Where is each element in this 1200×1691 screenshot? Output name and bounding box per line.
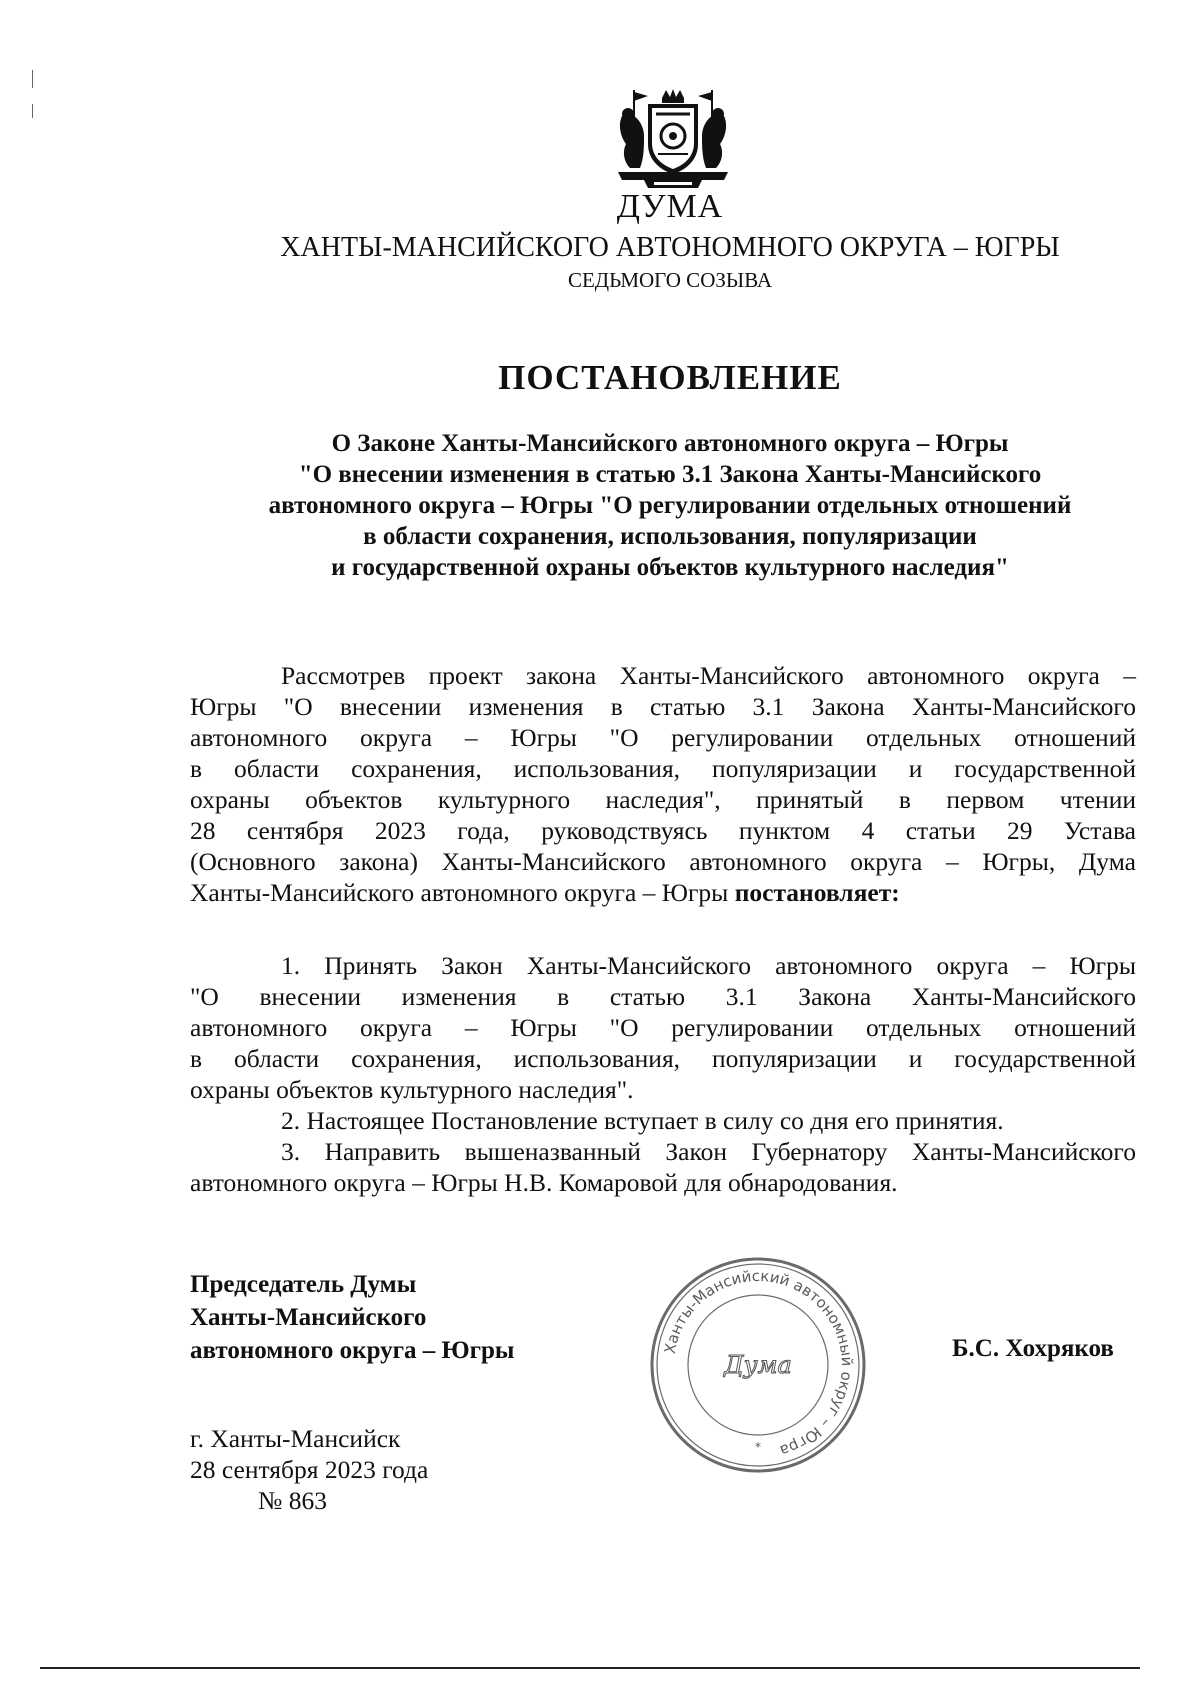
seal-center-text: Дума <box>724 1351 792 1379</box>
subject-line: автономного округа – Югры "О регулировании отдельных отношений <box>268 492 1072 519</box>
text-line: (Основного закона) Ханты-Мансийского автономного округа – Югры, Дума <box>190 847 1136 876</box>
scan-bottom-rule <box>40 1667 1140 1669</box>
document-number: № 863 <box>258 1486 327 1515</box>
item-1-line: 1. Принять Закон Ханты-Мансийского автономного округа – Югры <box>281 951 1136 980</box>
seal-ring-text: Ханты-Мансийский автономный округ – Югра <box>660 1266 857 1460</box>
scan-margin-mark <box>32 70 33 88</box>
item-1-line: автономного округа – Югры "О регулировании отдельных отношений <box>190 1013 1136 1042</box>
position-line: Ханты-Мансийского <box>190 1304 427 1331</box>
text-line: 28 сентября 2023 года, руководствуясь пунктом 4 статьи 29 Устава <box>190 816 1136 845</box>
text-line: Рассмотрев проект закона Ханты-Мансийского автономного округа – <box>281 661 1136 690</box>
text-fragment: Ханты-Мансийского автономного округа – Югры <box>190 878 729 907</box>
document-subject <box>0 428 1200 583</box>
text-line: автономного округа – Югры "О регулировании отдельных отношений <box>190 723 1136 752</box>
coat-of-arms-icon <box>614 88 732 194</box>
subject-line: в области сохранения, использования, популяризации <box>363 523 977 550</box>
seal-star: * <box>755 1440 761 1454</box>
item-2: 2. Настоящее Постановление вступает в силу со дня его принятия. <box>281 1106 1004 1135</box>
item-3-line: 3. Направить вышеназванный Закон Губернатору Ханты-Мансийского <box>281 1137 1136 1166</box>
document-title: ПОСТАНОВЛЕНИЕ <box>498 358 842 397</box>
decree-word: постановляет: <box>734 878 900 907</box>
official-seal <box>648 1255 868 1475</box>
subject-line: О Законе Ханты-Мансийского автономного округа – Югры <box>331 430 1009 457</box>
item-1-line: в области сохранения, использования, популяризации и государственной <box>190 1044 1136 1073</box>
item-1-line: охраны объектов культурного наследия". <box>190 1075 634 1104</box>
issue-date: 28 сентября 2023 года <box>190 1455 429 1484</box>
signatory-name: Б.С. Хохряков <box>952 1335 1114 1362</box>
decision-items <box>190 950 1136 1198</box>
preamble-paragraph <box>190 660 1136 908</box>
subject-line: "О внесении изменения в статью 3.1 Закона Ханты-Мансийского <box>298 461 1042 488</box>
scan-margin-mark <box>32 104 33 118</box>
item-3-line: автономного округа – Югры Н.В. Комаровой для обнародования. <box>190 1168 898 1197</box>
subject-line: и государственной охраны объектов культурного наследия" <box>331 554 1009 581</box>
text-line: в области сохранения, использования, популяризации и государственной <box>190 754 1136 783</box>
text-line <box>190 877 1136 908</box>
text-line: охраны объектов культурного наследия", принятый в первом чтении <box>190 785 1136 814</box>
text-line: Югры "О внесении изменения в статью 3.1 Закона Ханты-Мансийского <box>190 692 1136 721</box>
header-okrug: ХАНТЫ-МАНСИЙСКОГО АВТОНОМНОГО ОКРУГА – ЮГРЫ <box>280 232 1060 263</box>
position-line: автономного округа – Югры <box>190 1337 515 1364</box>
signatory-position <box>190 1268 514 1367</box>
issue-city: г. Ханты-Мансийск <box>190 1424 401 1453</box>
position-line: Председатель Думы <box>190 1271 417 1298</box>
header-convocation: СЕДЬМОГО СОЗЫВА <box>567 268 773 292</box>
item-1-line: "О внесении изменения в статью 3.1 Закона Ханты-Мансийского <box>190 982 1136 1011</box>
header-duma: ДУМА <box>616 188 724 225</box>
issue-details <box>190 1423 428 1516</box>
